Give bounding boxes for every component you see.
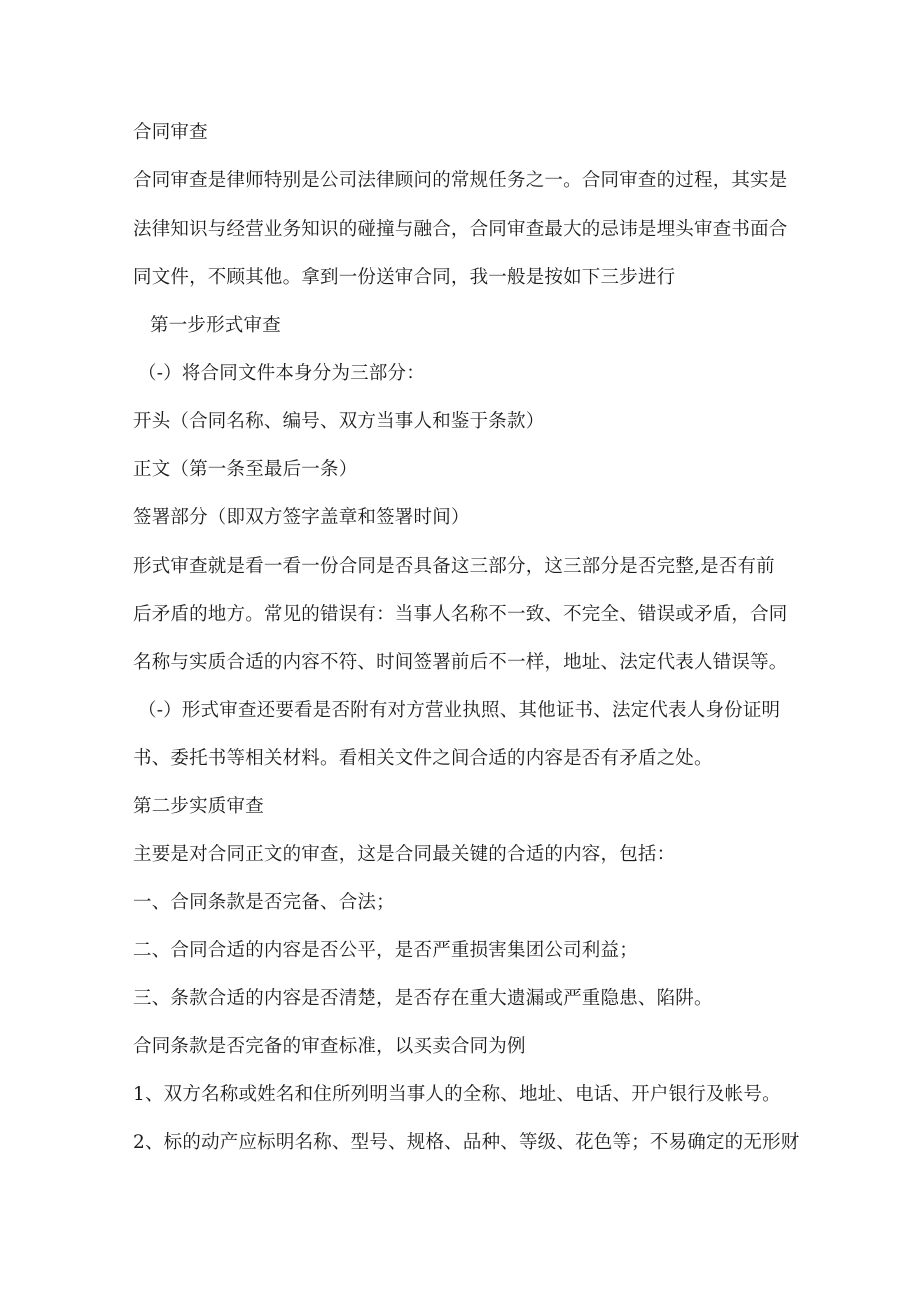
intro-line-3: 同文件，不顾其他。拿到一份送审合同，我一般是按如下三步进行 — [133, 267, 676, 288]
step2-heading: 第二步实质审查 — [133, 796, 264, 817]
step2-intro: 主要是对合同正文的审查，这是合同最关键的合适的内容，包括： — [133, 844, 676, 865]
intro-line-2: 法律知识与经营业务知识的碰撞与融合，合同审查最大的忌讳是埋头审查书面合 — [133, 219, 788, 240]
standard-item-1: 1、双方名称或姓名和住所列明当事人的全称、地址、电话、开户银行及帐号。 — [133, 1084, 781, 1105]
step2-item-2: 二、合同合适的内容是否公平，是否严重损害集团公司利益； — [133, 940, 638, 961]
step2-item-3: 三、条款合适的内容是否清楚，是否存在重大遗漏或严重隐患、陷阱。 — [133, 988, 713, 1009]
explanation-line-2: 后矛盾的地方。常见的错误有：当事人名称不一致、不完全、错误或矛盾，合同 — [133, 604, 788, 625]
part-opening: 开头（合同名称、编号、双方当事人和鉴于条款） — [133, 411, 545, 432]
explanation-line-1: 形式审查就是看一看一份合同是否具备这三部分，这三部分是否完整,是否有前 — [133, 556, 775, 577]
document-title: 合同审查 — [133, 122, 208, 143]
part-body: 正文（第一条至最后一条） — [133, 459, 358, 480]
step2-item-1: 一、合同条款是否完备、合法； — [133, 892, 395, 913]
standard-heading: 合同条款是否完备的审查标准，以买卖合同为例 — [133, 1036, 526, 1057]
step1-point1-heading: （-）将合同文件本身分为三部分： — [138, 363, 425, 384]
step1-point2-line-1: （-）形式审查还要看是否附有对方营业执照、其他证书、法定代表人身份证明 — [138, 700, 781, 721]
intro-line-1: 合同审查是律师特别是公司法律顾问的常规任务之一。合同审查的过程，其实是 — [133, 170, 788, 191]
standard-item-2: 2、标的动产应标明名称、型号、规格、品种、等级、花色等；不易确定的无形财 — [133, 1132, 800, 1153]
part-signature: 签署部分（即双方签字盖章和签署时间） — [133, 507, 470, 528]
step1-point2-line-2: 书、委托书等相关材料。看相关文件之间合适的内容是否有矛盾之处。 — [133, 748, 713, 769]
explanation-line-3: 名称与实质合适的内容不符、时间签署前后不一样，地址、法定代表人错误等。 — [133, 652, 788, 673]
step1-heading: 第一步形式审查 — [150, 315, 281, 336]
